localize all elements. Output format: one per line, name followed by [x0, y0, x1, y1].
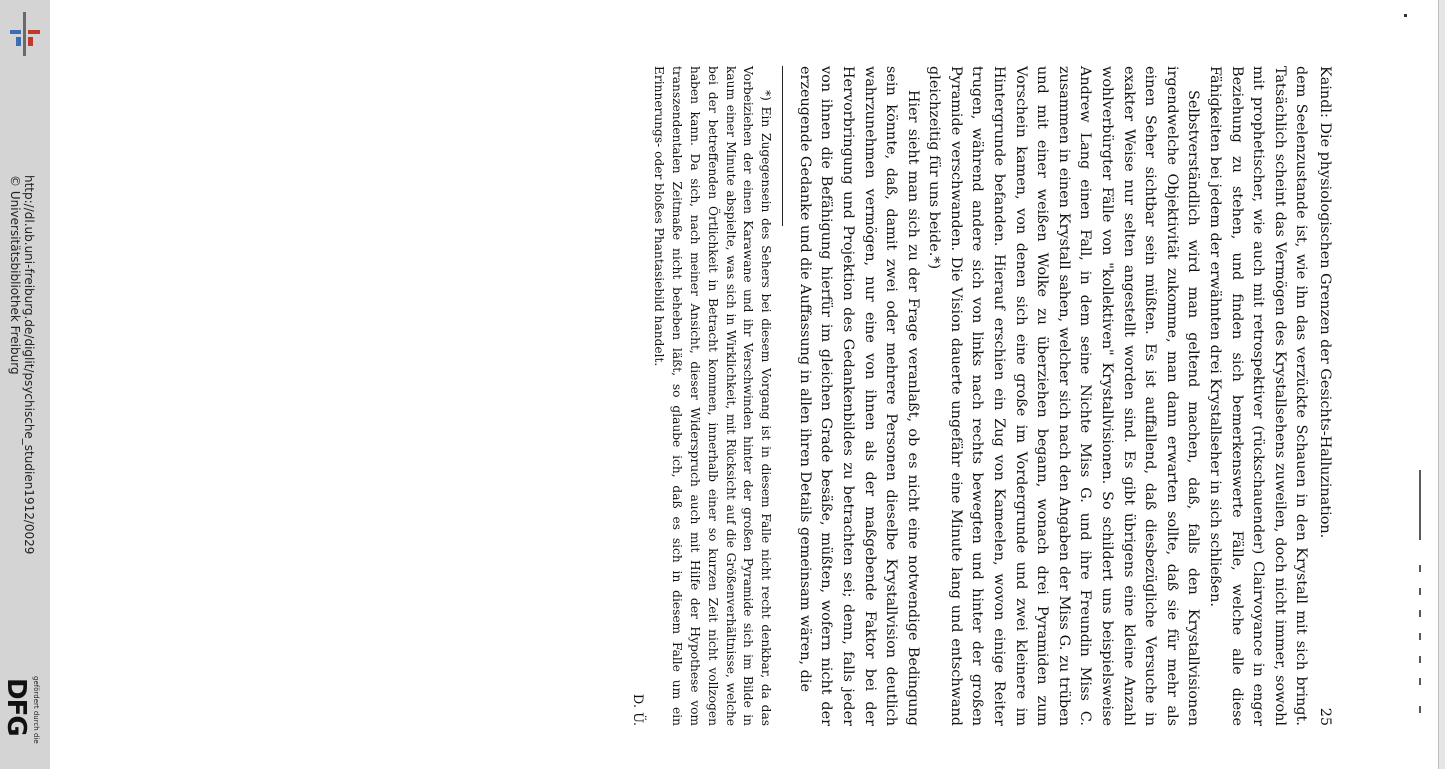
scan-dot-mark	[1404, 14, 1407, 17]
scan-margin-marks	[1418, 470, 1422, 720]
scanned-page	[626, 66, 1335, 726]
body-paragraph-3: Hier sieht man sich zu der Frage veranlaßt, ob es nicht eine notwendige Bedingung sein könnte, daß, damit zwei oder mehrere Personen dieselbe Krystallvision deutlich wahrzunehmen vermögen, nur eine von ihnen als der maßgebende Faktor bei der Hervorbringung und Projektion des Gedankenbildes zu betrachten sei; denn, falls jeder von ihnen die Befähigung hierfür im gleichen Grade besäße, müßten, wofern nicht der erzeugende Gedanke und die Auffassung in allen ihren Details gemeinsam wären, die	[796, 66, 921, 726]
viewer-sidebar	[0, 0, 50, 769]
source-url[interactable]: http://dl.ub.uni-freiburg.de/diglit/psychische_studien1912/0029	[22, 175, 36, 555]
dfg-caption: gefördert durch die	[32, 676, 40, 744]
body-paragraph-1: dem Seelenzustande ist, wie ihn das verzückte Schauen in den Krystall mit sich bringt. Tatsächlich scheint das Vermögen des Krystallsehens zuweilen, doch nicht immer, sowohl mit prophetischer, wie auch mit retrospektiver (rückschauender) Clairvoyance in enger Beziehung zu stehen, und finden sich bemerkenswerte Fälle, welche alle diese Fähigkeiten bei jedem der erwähnten drei Krystallseher in sich schließen.	[1207, 66, 1310, 726]
page-right-border	[1438, 0, 1445, 769]
running-head-title: Kaindl: Die physiologischen Grenzen der Gesichts-Halluzination.	[1317, 66, 1333, 539]
body-paragraph-2: Selbstverständlich wird man geltend machen, daß, falls den Krystallvisionen irgendwelche Objektivität zukomme, man dann erwarten sollte, daß sie für mehr als einen Seher sichtbar sein müßten. Es ist auffallend, daß diesbezügliche Versuche in exakter Weise nur selten angestellt worden sind. Es gibt übrigens eine kleine Anzahl wohlverbürgter Fälle von "kollektiven" Krystallvisionen. So schildert uns beispielsweise Andrew Lang einen Fall, in dem seine Nichte Miss G. und ihre Freundin Miss C. zusammen in einen Krystall sahen, welcher sich nach den Angaben der Miss G. zu trüben und mit einer weißen Wolke zu überziehen begann, wonach drei Pyramiden zum Vorschein kamen, von denen sich eine große im Vordergrunde und zwei kleinere im Hintergrunde befanden. Hierauf erschien ein Zug von Kameelen, wovon einige Reiter trugen, während andere sich von links nach rechts bewegten und hinter der großen Pyramide verschwanden. Die Vision dauerte ungefähr eine Minute lang und entschwand gleichzeitig für uns beide.*)	[926, 66, 1202, 726]
page-number: 25	[1317, 707, 1333, 726]
footnote-signature: D. Ü.	[629, 693, 645, 726]
footnote-text: *) Ein Zugegensein des Sehers bei diesem Vorgang ist in diesem Falle nicht recht denkbar, da das Vorbeiziehen der einen Karawane und ihr Verschwinden hinter der großen Pyramide sich im Bilde in kaum einer Minute abspielte, was sich in Wirklichkeit, mit Rücksicht auf die Größenverhältnisse, welche bei der betreffenden Örtlichkeit in Betracht kommen, innerhalb einer so kurzen Zeit nicht vollzogen haben kann. Da sich, nach meiner Ansicht, dieser Widerspruch auch mit Hilfe der Hypothese vom transzendentalen Zeitmaße nicht beheben läßt, so glaube ich, daß es sich in diesem Falle um ein Erinnerungs- oder bloßes Phantasiebild handelt.	[652, 66, 774, 726]
footnote-divider	[782, 66, 783, 226]
library-logo-icon	[6, 10, 44, 58]
dfg-logo-icon: DFG	[1, 678, 31, 736]
copyright-notice: © Universitätsbibliothek Freiburg	[8, 175, 22, 375]
running-head	[1313, 66, 1335, 726]
source-url-block	[8, 175, 36, 615]
